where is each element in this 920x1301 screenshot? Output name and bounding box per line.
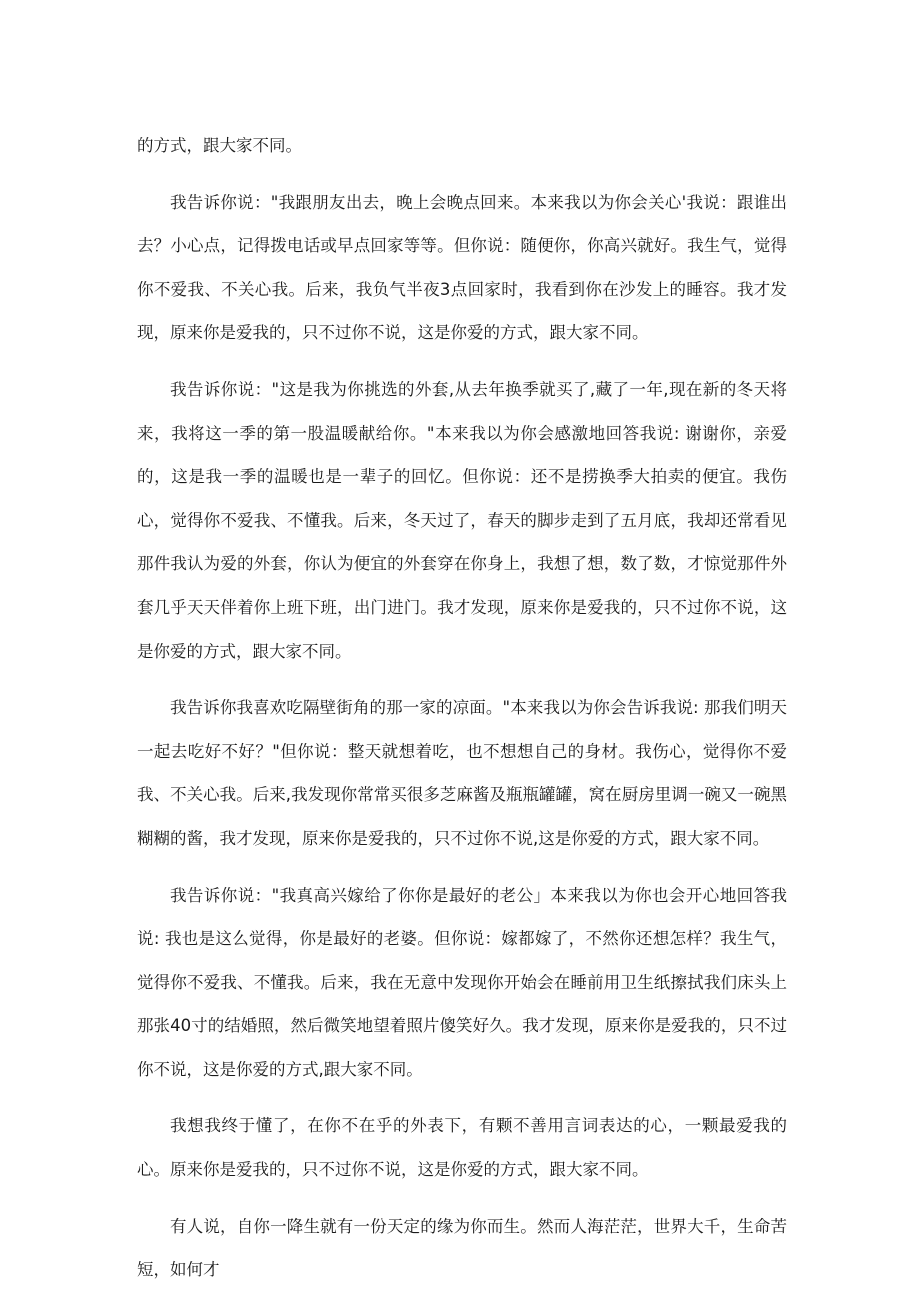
paragraph-destiny: 有人说，自你一降生就有一份天定的缘为你而生。然而人海茫茫，世界大千，生命苦短，如何才 — [137, 1216, 787, 1280]
paragraph-understanding: 我想我终于懂了，在你不在乎的外表下，有颗不善用言词表达的心，一颗最爱我的心。原来你是爱我的，只不过你不说，这是你爱的方式，跟大家不同。 — [137, 1116, 787, 1180]
paragraph-cold-noodles: 我告诉你我喜欢吃隔壁街角的那一家的凉面。"本来我以为你会告诉我说: 那我们明天一起去吃好不好？"但你说：整天就想着吃，也不想想自己的身材。我伤心，觉得你不爱我、不关心我。后来,我发现你常常买很多芝麻酱及瓶瓶罐罐，窝在厨房里调一碗又一碗黑糊糊的酱，我才发现，原来你是爱我的，只不过你不说,这是你爱的方式，跟大家不同。 — [137, 698, 787, 848]
paragraph-friends-outing: 我告诉你说："我跟朋友出去，晚上会晚点回来。本来我以为你会关心'我说：跟谁出去？小心点，记得拨电话或早点回家等等。但你说：随便你，你高兴就好。我生气，觉得你不爱我、不关心我。后来，我负气半夜3点回家时，我看到你在沙发上的睡容。我才发现，原来你是爱我的，只不过你不说，这是你爱的方式，跟大家不同。 — [137, 192, 787, 343]
paragraph-best-husband: 我告诉你说："我真高兴嫁给了你你是最好的老公」本来我以为你也会开心地回答我说: 我也是这么觉得，你是最好的老婆。但你说：嫁都嫁了，不然你还想怎样？我生气，觉得你不爱我、不懂我。后来，我在无意中发现你开始会在睡前用卫生纸擦拭我们床头上那张40寸的结婚照，然后微笑地望着照片傻笑好久。我才发现，原来你是爱我的，只不过你不说，这是你爱的方式,跟大家不同。 — [137, 885, 787, 1079]
paragraph-continuation: 的方式，跟大家不同。 — [137, 136, 302, 155]
document-body — [137, 124, 787, 1301]
paragraph-coat-gift: 我告诉你说："这是我为你挑选的外套,从去年换季就买了,藏了一年,现在新的冬天将来，我将这一季的第一股温暖献给你。"本来我以为你会感激地回答我说: 谢谢你，亲爱的，这是我一季的温暖也是一辈子的回忆。但你说：还不是捞换季大拍卖的便宜。我伤心，觉得你不爱我、不懂我。后来，冬天过了，春天的脚步走到了五月底，我却还常看见那件我认为爱的外套，你认为便宜的外套穿在你身上，我想了想，数了数，才惊觉那件外套几乎天天伴着你上班下班，出门进门。我才发现，原来你是爱我的，只不过你不说，这是你爱的方式，跟大家不同。 — [137, 379, 787, 661]
